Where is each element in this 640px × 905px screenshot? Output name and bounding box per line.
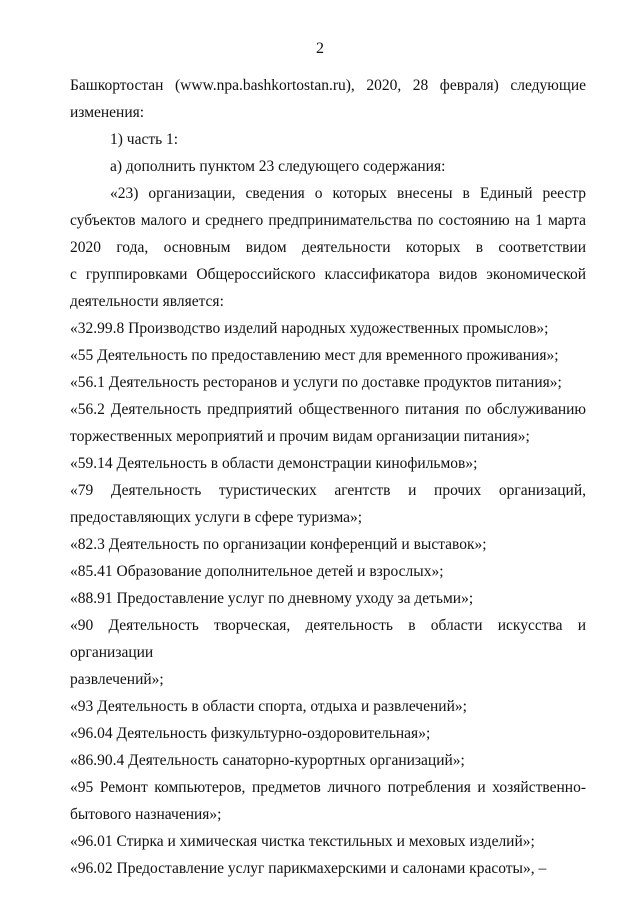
page-number: 2	[316, 40, 324, 57]
code-line: «96.04 Деятельность физкультурно-оздоровительная»;	[70, 725, 431, 742]
item-a: а) дополнить пунктом 23 следующего содержания:	[110, 158, 446, 175]
code-line: «82.3 Деятельность по организации конференций и выставок»;	[70, 536, 487, 553]
code-item	[70, 855, 586, 882]
code-item	[70, 585, 586, 612]
code-item	[70, 450, 586, 477]
code-item	[70, 477, 586, 531]
point-23-line-5: деятельности является:	[70, 293, 224, 310]
code-line: «90 Деятельность творческая, деятельность в области искусства и организации	[70, 617, 586, 661]
point-23-line-2: субъектов малого и среднего предпринимательства по состоянию на 1 марта	[70, 212, 586, 229]
code-item	[70, 396, 586, 450]
code-line: «96.01 Стирка и химическая чистка текстильных и меховых изделий»;	[70, 833, 535, 850]
code-item	[70, 315, 586, 342]
code-line: «88.91 Предоставление услуг по дневному уходу за детьми»;	[70, 590, 474, 607]
document-body	[70, 72, 586, 882]
code-item	[70, 531, 586, 558]
code-item	[70, 693, 586, 720]
code-item	[70, 720, 586, 747]
code-line: «32.99.8 Производство изделий народных художественных промыслов»;	[70, 320, 549, 337]
point-23-line-4: с группировками Общероссийского классификатора видов экономической	[70, 266, 586, 283]
point-23-line-3: 2020 года, основным видом деятельности которых в соответствии	[70, 239, 586, 256]
code-item	[70, 612, 586, 693]
code-line: «56.2 Деятельность предприятий общественного питания по обслуживанию	[70, 401, 586, 418]
intro-line-2: изменения:	[70, 104, 145, 121]
code-line-continued: развлечений»;	[70, 671, 164, 688]
code-item	[70, 774, 586, 828]
code-line-continued: торжественных мероприятий и прочим видам организации питания»;	[70, 428, 530, 445]
code-line-continued: предоставляющих услуги в сфере туризма»;	[70, 509, 363, 526]
code-item	[70, 342, 586, 369]
code-line: «55 Деятельность по предоставлению мест для временного проживания»;	[70, 347, 559, 364]
code-item	[70, 747, 586, 774]
code-item	[70, 369, 586, 396]
code-item	[70, 558, 586, 585]
code-line: «86.90.4 Деятельность санаторно-курортных организаций»;	[70, 752, 465, 769]
code-line: «56.1 Деятельность ресторанов и услуги по доставке продуктов питания»;	[70, 374, 562, 391]
code-line: «79 Деятельность туристических агентств и прочих организаций,	[70, 482, 586, 499]
intro-line-1: Башкортостан (www.npa.bashkortostan.ru), 2020, 28 февраля) следующие	[70, 77, 586, 94]
code-line: «85.41 Образование дополнительное детей и взрослых»;	[70, 563, 444, 580]
point-23-line-1: «23) организации, сведения о которых внесены в Единый реестр	[110, 185, 586, 202]
code-item	[70, 828, 586, 855]
code-line-continued: бытового назначения»;	[70, 806, 222, 823]
code-line: «59.14 Деятельность в области демонстрации кинофильмов»;	[70, 455, 478, 472]
code-line: «95 Ремонт компьютеров, предметов личного потребления и хозяйственно-	[70, 779, 586, 796]
code-line: «96.02 Предоставление услуг парикмахерскими и салонами красоты», –	[70, 860, 547, 877]
code-line: «93 Деятельность в области спорта, отдыха и развлечений»;	[70, 698, 467, 715]
item-part-1: 1) часть 1:	[110, 131, 179, 148]
